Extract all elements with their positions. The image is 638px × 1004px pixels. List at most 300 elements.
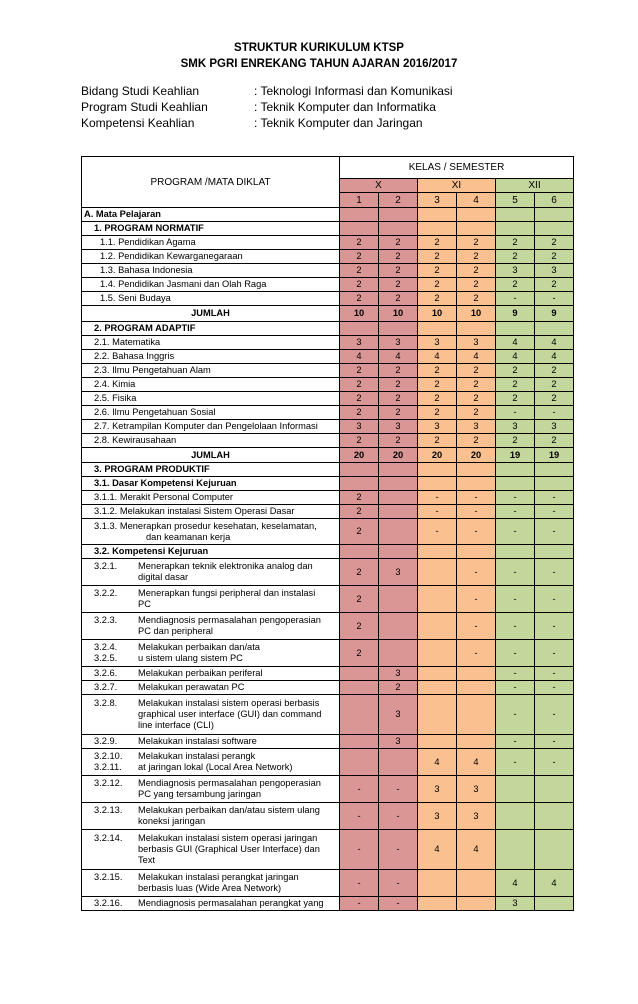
semester-value-cell: 2 [340, 250, 379, 264]
semester-value-cell [379, 491, 418, 505]
table-row [82, 378, 574, 392]
semester-value-cell: 2 [457, 364, 496, 378]
competency-number: 3.2.14. [94, 833, 123, 843]
table-row [82, 157, 574, 179]
semester-value-cell [418, 870, 457, 897]
semester-value-cell: - [418, 519, 457, 545]
competency-number-column [82, 872, 128, 894]
subject-label: 1.4. Pendidikan Jasmani dan Olah Raga [82, 278, 340, 292]
competency-text-column [128, 642, 339, 664]
semester-value-cell: 2 [340, 559, 379, 586]
semester-value-cell: 2 [457, 236, 496, 250]
competency-label [82, 667, 340, 681]
table-row [82, 463, 574, 477]
kelas-header: X [340, 179, 418, 193]
semester-value-cell [496, 776, 535, 803]
semester-value-cell: - [379, 870, 418, 897]
semester-value-cell [496, 830, 535, 870]
competency-number-column [82, 698, 128, 731]
semester-header: 4 [457, 193, 496, 208]
semester-value-cell: 2 [496, 364, 535, 378]
subject-label: 2.4. Kimia [82, 378, 340, 392]
empty-cell [340, 208, 379, 222]
empty-cell [340, 222, 379, 236]
subject-label: 2.6. Ilmu Pengetahuan Sosial [82, 406, 340, 420]
section-heading: A. Mata Pelajaran [82, 208, 340, 222]
competency-text-column [128, 698, 339, 731]
competency-number: 3.2.12. [94, 778, 123, 788]
semester-value-cell: 3 [379, 695, 418, 735]
semester-value-cell: 2 [457, 406, 496, 420]
competency-number-column [82, 642, 128, 664]
semester-value-cell: 4 [418, 749, 457, 776]
semester-value-cell: 4 [496, 336, 535, 350]
table-row [82, 667, 574, 681]
table-row [82, 208, 574, 222]
competency-number-column [82, 805, 128, 827]
semester-value-cell [457, 735, 496, 749]
competency-text-column [128, 668, 339, 679]
table-row [82, 695, 574, 735]
semester-value-cell: 2 [457, 378, 496, 392]
semester-value-cell: 2 [379, 278, 418, 292]
semester-value-cell: 2 [535, 236, 574, 250]
table-row [82, 322, 574, 336]
competency-label [82, 830, 340, 870]
competency-number-column [82, 736, 128, 747]
semester-value-cell [535, 897, 574, 911]
empty-cell [340, 477, 379, 491]
semester-value-cell: 2 [418, 378, 457, 392]
semester-value-cell [418, 735, 457, 749]
subject-label: 3.1.2. Melakukan instalasi Sistem Operasi Dasar [82, 505, 340, 519]
semester-value-cell: 2 [496, 236, 535, 250]
competency-number: 3.2.7. [94, 682, 118, 692]
empty-cell [418, 545, 457, 559]
semester-value-cell [379, 586, 418, 613]
competency-text-line: PC yang tersambung jaringan [138, 789, 261, 799]
semester-value-cell: - [496, 292, 535, 306]
semester-value-cell: - [379, 897, 418, 911]
semester-value-cell: 2 [457, 264, 496, 278]
semester-value-cell: - [340, 870, 379, 897]
semester-value-cell: - [496, 491, 535, 505]
table-row [82, 870, 574, 897]
semester-header: 2 [379, 193, 418, 208]
competency-number: 3.2.15. [94, 872, 123, 882]
kelas-header: XII [496, 179, 574, 193]
semester-value-cell [535, 776, 574, 803]
table-row [82, 364, 574, 378]
competency-text-line: Mendiagnosis permasalahan perangkat yang [138, 898, 324, 908]
semester-value-cell: 2 [340, 491, 379, 505]
empty-cell [340, 322, 379, 336]
program-column-header: PROGRAM /MATA DIKLAT [82, 157, 340, 208]
semester-value-cell: 2 [379, 292, 418, 306]
semester-value-cell: 19 [496, 448, 535, 463]
semester-value-cell [379, 640, 418, 667]
semester-value-cell: 2 [535, 364, 574, 378]
semester-value-cell: 20 [340, 448, 379, 463]
semester-value-cell: 2 [418, 250, 457, 264]
semester-value-cell: 2 [340, 505, 379, 519]
competency-number: 3.2.13. [94, 805, 123, 815]
semester-value-cell: 2 [340, 392, 379, 406]
subject-label: 1.3. Bahasa Indonesia [82, 264, 340, 278]
semester-value-cell: 4 [457, 350, 496, 364]
table-row [82, 586, 574, 613]
table-row [82, 236, 574, 250]
semester-value-cell: 3 [496, 897, 535, 911]
semester-value-cell: - [535, 586, 574, 613]
semester-value-cell: - [457, 491, 496, 505]
empty-cell [379, 545, 418, 559]
semester-value-cell: - [379, 803, 418, 830]
subject-label: 3.1.1. Merakit Personal Computer [82, 491, 340, 505]
semester-value-cell: - [496, 505, 535, 519]
semester-value-cell [418, 613, 457, 640]
empty-cell [535, 208, 574, 222]
program-heading: 2. PROGRAM ADAPTIF [82, 322, 340, 336]
semester-value-cell: - [496, 640, 535, 667]
subject-label: 2.1. Matematika [82, 336, 340, 350]
semester-value-cell [340, 695, 379, 735]
subject-label: 2.2. Bahasa Inggris [82, 350, 340, 364]
empty-cell [340, 545, 379, 559]
semester-value-cell: 3 [418, 803, 457, 830]
semester-value-cell [418, 559, 457, 586]
table-row [82, 278, 574, 292]
semester-value-cell [340, 735, 379, 749]
semester-value-cell: - [535, 749, 574, 776]
meta-value: : Teknologi Informasi dan Komunikasi [254, 84, 453, 98]
semester-value-cell [457, 897, 496, 911]
semester-value-cell: 2 [340, 434, 379, 448]
empty-cell [457, 545, 496, 559]
competency-text-column [128, 872, 339, 894]
semester-value-cell: - [496, 559, 535, 586]
semester-value-cell: 2 [340, 264, 379, 278]
competency-number-column [82, 751, 128, 773]
semester-value-cell: 3 [457, 420, 496, 434]
semester-value-cell [379, 613, 418, 640]
semester-value-cell: - [535, 491, 574, 505]
meta-key: Bidang Studi Keahlian [81, 84, 200, 98]
semester-value-cell: 10 [457, 306, 496, 322]
semester-value-cell: - [418, 505, 457, 519]
competency-number: 3.2.8. [94, 698, 118, 708]
semester-value-cell [418, 667, 457, 681]
semester-value-cell: 2 [457, 292, 496, 306]
semester-value-cell: 2 [379, 364, 418, 378]
semester-value-cell: 3 [496, 264, 535, 278]
curriculum-table-wrapper [81, 156, 573, 911]
competency-text-line: graphical user interface (GUI) dan command [138, 709, 322, 719]
empty-cell [457, 208, 496, 222]
semester-value-cell [340, 667, 379, 681]
semester-value-cell: - [379, 776, 418, 803]
competency-number: 3.2.10. [94, 751, 123, 761]
competency-text-line: Melakukan perbaikan periferal [138, 668, 263, 678]
subprogram-heading: 3.2. Kompetensi Kejuruan [82, 545, 340, 559]
meta-key: Kompetensi Keahlian [81, 116, 195, 130]
total-label: JUMLAH [82, 306, 340, 322]
program-heading: 1. PROGRAM NORMATIF [82, 222, 340, 236]
semester-value-cell: - [535, 505, 574, 519]
semester-value-cell: 2 [340, 292, 379, 306]
semester-value-cell: 2 [535, 278, 574, 292]
table-row [82, 336, 574, 350]
table-row [82, 292, 574, 306]
empty-cell [418, 463, 457, 477]
empty-cell [496, 477, 535, 491]
document-subtitle: SMK PGRI ENREKANG TAHUN AJARAN 2016/2017 [180, 58, 458, 70]
semester-value-cell: - [457, 640, 496, 667]
semester-value-cell: 2 [535, 250, 574, 264]
semester-value-cell: - [496, 695, 535, 735]
competency-text-line: Melakukan perawatan PC [138, 682, 245, 692]
competency-number: 3.2.3. [94, 615, 118, 625]
semester-value-cell [457, 681, 496, 695]
competency-text-line: Mendiagnosis permasalahan pengoperasian [138, 778, 321, 788]
competency-number: 3.2.6. [94, 668, 118, 678]
semester-value-cell: - [535, 406, 574, 420]
empty-cell [418, 222, 457, 236]
table-row [82, 491, 574, 505]
table-row [82, 306, 574, 322]
competency-number-column [82, 898, 128, 909]
table-row [82, 434, 574, 448]
empty-cell [496, 208, 535, 222]
semester-value-cell: 10 [418, 306, 457, 322]
competency-number-column [82, 682, 128, 693]
semester-value-cell: 2 [379, 236, 418, 250]
semester-value-cell: - [457, 559, 496, 586]
semester-value-cell: 3 [340, 336, 379, 350]
semester-header: 6 [535, 193, 574, 208]
table-row [82, 392, 574, 406]
semester-value-cell: - [496, 735, 535, 749]
semester-value-cell: - [340, 803, 379, 830]
subject-label: 1.1. Pendidikan Agama [82, 236, 340, 250]
subject-label: 1.5. Seni Budaya [82, 292, 340, 306]
semester-value-cell: 2 [379, 406, 418, 420]
table-row [82, 519, 574, 545]
semester-value-cell: 2 [457, 392, 496, 406]
semester-value-cell: 2 [340, 640, 379, 667]
semester-value-cell [379, 505, 418, 519]
competency-text-line: berbasis luas (Wide Area Network) [138, 883, 282, 893]
competency-text-line: Melakukan perbaikan dan/atau sistem ulang [138, 805, 320, 815]
semester-value-cell: 2 [418, 406, 457, 420]
semester-value-cell: 2 [418, 264, 457, 278]
subject-label: 1.2. Pendidikan Kewarganegaraan [82, 250, 340, 264]
competency-text-column [128, 751, 339, 773]
empty-cell [418, 322, 457, 336]
semester-value-cell: - [535, 613, 574, 640]
table-row [82, 681, 574, 695]
semester-value-cell: 2 [340, 364, 379, 378]
competency-label [82, 897, 340, 911]
semester-value-cell: - [496, 586, 535, 613]
competency-number-column [82, 615, 128, 637]
document-title: STRUKTUR KURIKULUM KTSP [234, 42, 404, 54]
semester-value-cell: 2 [535, 378, 574, 392]
semester-value-cell [418, 586, 457, 613]
semester-value-cell: 2 [535, 392, 574, 406]
competency-number-column [82, 778, 128, 800]
semester-value-cell: 20 [379, 448, 418, 463]
semester-value-cell: 2 [418, 392, 457, 406]
competency-text-line: Menerapkan fungsi peripheral dan instalasi [138, 588, 316, 598]
empty-cell [535, 545, 574, 559]
competency-label [82, 776, 340, 803]
semester-value-cell: 4 [418, 350, 457, 364]
competency-text-column [128, 833, 339, 866]
semester-value-cell: - [535, 735, 574, 749]
table-row [82, 830, 574, 870]
competency-label [82, 613, 340, 640]
semester-value-cell: 9 [496, 306, 535, 322]
semester-header: 5 [496, 193, 535, 208]
semester-value-cell: 3 [535, 420, 574, 434]
empty-cell [496, 322, 535, 336]
semester-value-cell: 2 [340, 519, 379, 545]
semester-value-cell: 4 [535, 350, 574, 364]
semester-value-cell: 2 [418, 434, 457, 448]
semester-value-cell: 4 [457, 830, 496, 870]
semester-value-cell: - [496, 406, 535, 420]
competency-label [82, 586, 340, 613]
semester-value-cell [457, 667, 496, 681]
semester-value-cell: 2 [379, 681, 418, 695]
empty-cell [535, 477, 574, 491]
competency-text-line: Text [138, 855, 156, 865]
empty-cell [379, 322, 418, 336]
competency-label [82, 559, 340, 586]
semester-value-cell: 2 [340, 378, 379, 392]
semester-value-cell: - [535, 519, 574, 545]
semester-value-cell: 3 [535, 264, 574, 278]
semester-value-cell: 4 [457, 749, 496, 776]
semester-value-cell: - [535, 640, 574, 667]
table-row [82, 776, 574, 803]
meta-value: : Teknik Komputer dan Informatika [254, 100, 436, 114]
meta-row [81, 116, 423, 130]
competency-text-line: digital dasar [138, 572, 189, 582]
semester-value-cell: 2 [418, 278, 457, 292]
competency-number: 3.2.11. [94, 762, 122, 772]
competency-number: 3.2.1. [94, 561, 118, 571]
semester-value-cell: 10 [340, 306, 379, 322]
competency-text-line: Melakukan instalasi software [138, 736, 257, 746]
semester-value-cell [457, 695, 496, 735]
semester-value-cell: - [340, 897, 379, 911]
subject-label-line: dan keamanan kerja [146, 531, 231, 542]
semester-value-cell: 19 [535, 448, 574, 463]
semester-value-cell: - [340, 830, 379, 870]
empty-cell [340, 463, 379, 477]
semester-value-cell [379, 749, 418, 776]
semester-value-cell: - [496, 519, 535, 545]
semester-value-cell [418, 681, 457, 695]
semester-value-cell [418, 695, 457, 735]
semester-value-cell: 9 [535, 306, 574, 322]
competency-label [82, 735, 340, 749]
empty-cell [535, 222, 574, 236]
semester-value-cell: 2 [535, 434, 574, 448]
semester-value-cell [535, 803, 574, 830]
empty-cell [496, 545, 535, 559]
semester-value-cell: 4 [535, 870, 574, 897]
semester-value-cell: 2 [379, 434, 418, 448]
semester-value-cell: 2 [418, 364, 457, 378]
curriculum-table [81, 156, 574, 911]
semester-value-cell: 2 [340, 613, 379, 640]
semester-value-cell: 3 [340, 420, 379, 434]
competency-number: 3.2.2. [94, 588, 118, 598]
semester-value-cell [535, 830, 574, 870]
semester-value-cell: - [457, 505, 496, 519]
semester-value-cell: - [457, 586, 496, 613]
semester-value-cell: 3 [418, 420, 457, 434]
semester-value-cell: 3 [457, 336, 496, 350]
empty-cell [457, 477, 496, 491]
semester-value-cell: 3 [379, 559, 418, 586]
competency-number-column [82, 833, 128, 866]
empty-cell [379, 208, 418, 222]
empty-cell [379, 463, 418, 477]
semester-value-cell: - [496, 613, 535, 640]
empty-cell [418, 477, 457, 491]
competency-number: 3.2.16. [94, 898, 123, 908]
semester-header: 3 [418, 193, 457, 208]
table-row [82, 222, 574, 236]
competency-text-line: u sistem ulang sistem PC [138, 653, 243, 663]
competency-number: 3.2.4. [94, 642, 118, 652]
semester-value-cell [418, 640, 457, 667]
competency-text-line: line interface (CLI) [138, 720, 214, 730]
subject-label [82, 519, 340, 545]
semester-value-cell: - [535, 292, 574, 306]
semester-value-cell: 20 [418, 448, 457, 463]
competency-label [82, 749, 340, 776]
subject-label-line: 3.1.3. Menerapkan prosedur kesehatan, keselamatan, [94, 520, 317, 531]
semester-value-cell: 2 [379, 250, 418, 264]
competency-text-column [128, 588, 339, 610]
semester-value-cell: 4 [496, 870, 535, 897]
competency-text-line: Melakukan instalasi sistem operasi jaringan [138, 833, 318, 843]
semester-value-cell: 2 [496, 378, 535, 392]
total-label: JUMLAH [82, 448, 340, 463]
semester-value-cell: 3 [379, 735, 418, 749]
semester-value-cell: 3 [379, 420, 418, 434]
meta-key: Program Studi Keahlian [81, 100, 208, 114]
competency-text-line: Melakukan instalasi perangkat jaringan [138, 872, 299, 882]
semester-value-cell: - [496, 667, 535, 681]
table-row [82, 735, 574, 749]
meta-value: : Teknik Komputer dan Jaringan [254, 116, 423, 130]
competency-label [82, 695, 340, 735]
competency-text-line: Melakukan instalasi sistem operasi berbasis [138, 698, 320, 708]
table-row [82, 264, 574, 278]
semester-value-cell: - [379, 830, 418, 870]
semester-value-cell: 2 [418, 236, 457, 250]
table-row [82, 749, 574, 776]
empty-cell [379, 477, 418, 491]
semester-value-cell: - [340, 776, 379, 803]
empty-cell [496, 463, 535, 477]
